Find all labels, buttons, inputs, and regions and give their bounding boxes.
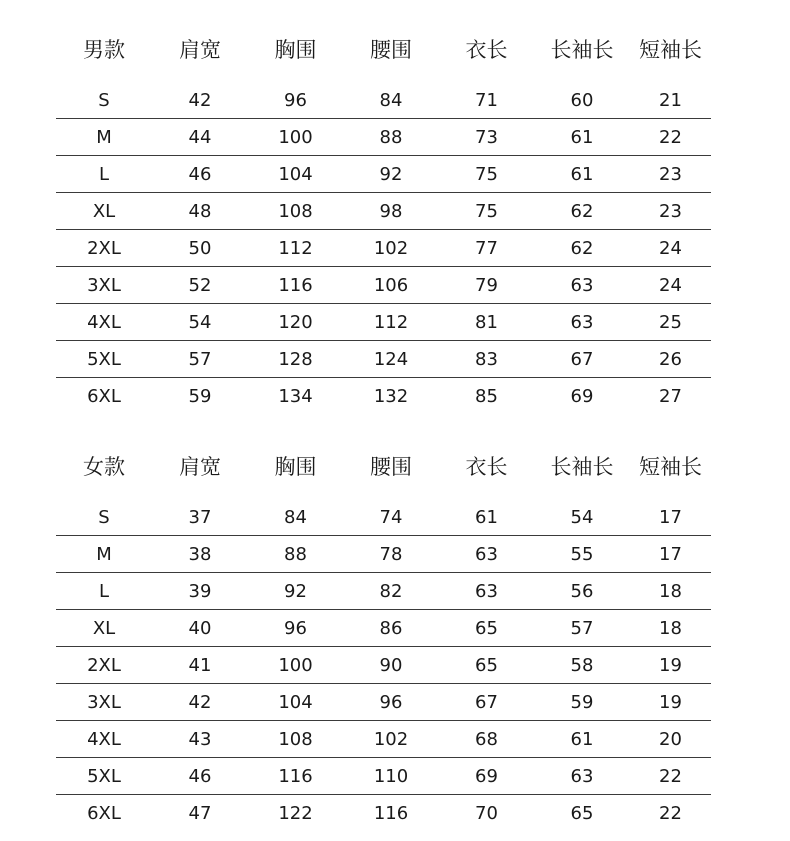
measurement-cell: 100 <box>278 126 313 148</box>
table-row <box>56 82 711 119</box>
size-label-cell: 6XL <box>87 385 121 407</box>
measurement-cell: 62 <box>570 200 594 222</box>
size-label-cell: M <box>96 126 112 148</box>
measurement-cell: 26 <box>659 348 682 370</box>
measurement-cell: 108 <box>278 200 313 222</box>
measurement-cell: 41 <box>188 654 212 676</box>
measurement-cell: 24 <box>659 237 682 259</box>
table-row <box>56 499 711 536</box>
measurement-cell: 74 <box>379 506 403 528</box>
size-label-cell: 5XL <box>87 765 121 787</box>
header-cell: 腰围 <box>370 38 412 62</box>
measurement-cell: 67 <box>570 348 594 370</box>
size-label-cell: S <box>98 89 110 111</box>
measurement-cell: 116 <box>278 274 313 296</box>
measurement-cell: 59 <box>570 691 594 713</box>
measurement-cell: 82 <box>379 580 403 602</box>
measurement-cell: 77 <box>475 237 498 259</box>
size-label-cell: L <box>98 163 110 185</box>
measurement-cell: 106 <box>373 274 409 296</box>
table-row <box>56 795 711 831</box>
measurement-cell: 124 <box>373 348 409 370</box>
measurement-cell: 42 <box>188 691 212 713</box>
measurement-cell: 54 <box>188 311 212 333</box>
measurement-cell: 63 <box>475 543 498 565</box>
measurement-cell: 63 <box>570 765 594 787</box>
measurement-cell: 68 <box>475 728 498 750</box>
measurement-cell: 21 <box>659 89 682 111</box>
header-cell: 肩宽 <box>179 455 221 479</box>
measurement-cell: 37 <box>188 506 212 528</box>
header-cell: 女款 <box>83 455 125 479</box>
header-cell: 男款 <box>83 38 125 62</box>
measurement-cell: 57 <box>188 348 212 370</box>
size-label-cell: M <box>96 543 112 565</box>
measurement-cell: 44 <box>188 126 212 148</box>
measurement-cell: 43 <box>188 728 212 750</box>
men-size-table <box>56 26 711 414</box>
measurement-cell: 19 <box>659 691 682 713</box>
measurement-cell: 132 <box>373 385 409 407</box>
header-cell: 胸围 <box>274 38 317 62</box>
measurement-cell: 92 <box>284 580 307 602</box>
measurement-cell: 61 <box>570 163 594 185</box>
measurement-cell: 63 <box>570 311 594 333</box>
measurement-cell: 56 <box>570 580 594 602</box>
size-label-cell: 3XL <box>87 691 121 713</box>
measurement-cell: 96 <box>284 89 307 111</box>
table-row <box>56 378 711 414</box>
header-cell: 短袖长 <box>639 38 702 62</box>
table-row <box>56 647 711 684</box>
measurement-cell: 112 <box>278 237 313 259</box>
measurement-cell: 19 <box>659 654 682 676</box>
table-row <box>56 573 711 610</box>
size-label-cell: 5XL <box>87 348 121 370</box>
women-rows <box>56 499 711 831</box>
measurement-cell: 79 <box>475 274 498 296</box>
measurement-cell: 20 <box>659 728 682 750</box>
header-cell: 长袖长 <box>550 455 614 479</box>
measurement-cell: 67 <box>475 691 498 713</box>
header-cell: 胸围 <box>274 455 317 479</box>
measurement-cell: 50 <box>188 237 212 259</box>
women-header-row <box>56 443 711 489</box>
measurement-cell: 128 <box>278 348 313 370</box>
measurement-cell: 39 <box>188 580 212 602</box>
measurement-cell: 88 <box>284 543 307 565</box>
measurement-cell: 24 <box>659 274 682 296</box>
measurement-cell: 48 <box>188 200 212 222</box>
measurement-cell: 65 <box>570 802 594 824</box>
measurement-cell: 65 <box>475 617 498 639</box>
measurement-cell: 73 <box>475 126 498 148</box>
measurement-cell: 84 <box>284 506 307 528</box>
measurement-cell: 22 <box>659 802 682 824</box>
measurement-cell: 110 <box>373 765 409 787</box>
table-row <box>56 684 711 721</box>
table-row <box>56 304 711 341</box>
size-label-cell: 3XL <box>87 274 121 296</box>
measurement-cell: 23 <box>659 200 682 222</box>
measurement-cell: 78 <box>379 543 403 565</box>
size-label-cell: 2XL <box>87 654 121 676</box>
measurement-cell: 69 <box>475 765 498 787</box>
women-size-table <box>56 443 711 831</box>
measurement-cell: 46 <box>188 765 212 787</box>
measurement-cell: 18 <box>659 617 682 639</box>
measurement-cell: 63 <box>475 580 498 602</box>
measurement-cell: 104 <box>278 691 313 713</box>
measurement-cell: 102 <box>373 237 409 259</box>
measurement-cell: 120 <box>278 311 313 333</box>
measurement-cell: 57 <box>570 617 594 639</box>
measurement-cell: 38 <box>188 543 212 565</box>
header-cell: 衣长 <box>465 38 508 62</box>
measurement-cell: 104 <box>278 163 313 185</box>
measurement-cell: 55 <box>570 543 594 565</box>
measurement-cell: 22 <box>659 126 682 148</box>
measurement-cell: 61 <box>475 506 498 528</box>
measurement-cell: 58 <box>570 654 594 676</box>
table-row <box>56 156 711 193</box>
table-row <box>56 758 711 795</box>
measurement-cell: 102 <box>373 728 409 750</box>
size-label-cell: S <box>98 506 110 528</box>
measurement-cell: 96 <box>379 691 403 713</box>
measurement-cell: 52 <box>188 274 212 296</box>
measurement-cell: 70 <box>475 802 498 824</box>
table-row <box>56 721 711 758</box>
measurement-cell: 27 <box>659 385 682 407</box>
measurement-cell: 42 <box>188 89 212 111</box>
measurement-cell: 17 <box>659 506 682 528</box>
size-label-cell: XL <box>92 617 116 639</box>
measurement-cell: 59 <box>188 385 212 407</box>
measurement-cell: 17 <box>659 543 682 565</box>
size-label-cell: 2XL <box>87 237 121 259</box>
table-row <box>56 267 711 304</box>
measurement-cell: 60 <box>570 89 594 111</box>
measurement-cell: 86 <box>379 617 403 639</box>
measurement-cell: 54 <box>570 506 594 528</box>
measurement-cell: 98 <box>379 200 403 222</box>
measurement-cell: 83 <box>475 348 498 370</box>
size-label-cell: L <box>98 580 110 602</box>
table-row <box>56 341 711 378</box>
men-rows <box>56 82 711 414</box>
measurement-cell: 116 <box>373 802 409 824</box>
measurement-cell: 22 <box>659 765 682 787</box>
header-cell: 长袖长 <box>550 38 614 62</box>
header-cell: 腰围 <box>370 455 412 479</box>
measurement-cell: 108 <box>278 728 313 750</box>
header-cell: 短袖长 <box>639 455 702 479</box>
measurement-cell: 84 <box>379 89 403 111</box>
measurement-cell: 100 <box>278 654 313 676</box>
measurement-cell: 23 <box>659 163 682 185</box>
measurement-cell: 116 <box>278 765 313 787</box>
measurement-cell: 65 <box>475 654 498 676</box>
table-row <box>56 610 711 647</box>
measurement-cell: 69 <box>570 385 594 407</box>
measurement-cell: 47 <box>188 802 212 824</box>
measurement-cell: 61 <box>570 728 594 750</box>
measurement-cell: 63 <box>570 274 594 296</box>
measurement-cell: 18 <box>659 580 682 602</box>
table-row <box>56 230 711 267</box>
men-header-row <box>56 26 711 72</box>
size-label-cell: 4XL <box>87 311 121 333</box>
measurement-cell: 122 <box>278 802 313 824</box>
measurement-cell: 85 <box>475 385 498 407</box>
table-row <box>56 536 711 573</box>
table-row <box>56 193 711 230</box>
size-label-cell: XL <box>92 200 116 222</box>
measurement-cell: 61 <box>570 126 594 148</box>
measurement-cell: 62 <box>570 237 594 259</box>
measurement-cell: 90 <box>379 654 403 676</box>
measurement-cell: 75 <box>475 200 498 222</box>
measurement-cell: 75 <box>475 163 498 185</box>
measurement-cell: 88 <box>379 126 403 148</box>
measurement-cell: 71 <box>475 89 498 111</box>
header-cell: 肩宽 <box>179 38 221 62</box>
measurement-cell: 46 <box>188 163 212 185</box>
size-label-cell: 6XL <box>87 802 121 824</box>
table-row <box>56 119 711 156</box>
measurement-cell: 81 <box>475 311 498 333</box>
measurement-cell: 92 <box>379 163 403 185</box>
measurement-cell: 40 <box>188 617 212 639</box>
measurement-cell: 134 <box>278 385 313 407</box>
measurement-cell: 96 <box>284 617 307 639</box>
size-label-cell: 4XL <box>87 728 121 750</box>
measurement-cell: 25 <box>659 311 682 333</box>
measurement-cell: 112 <box>373 311 409 333</box>
header-cell: 衣长 <box>465 455 508 479</box>
